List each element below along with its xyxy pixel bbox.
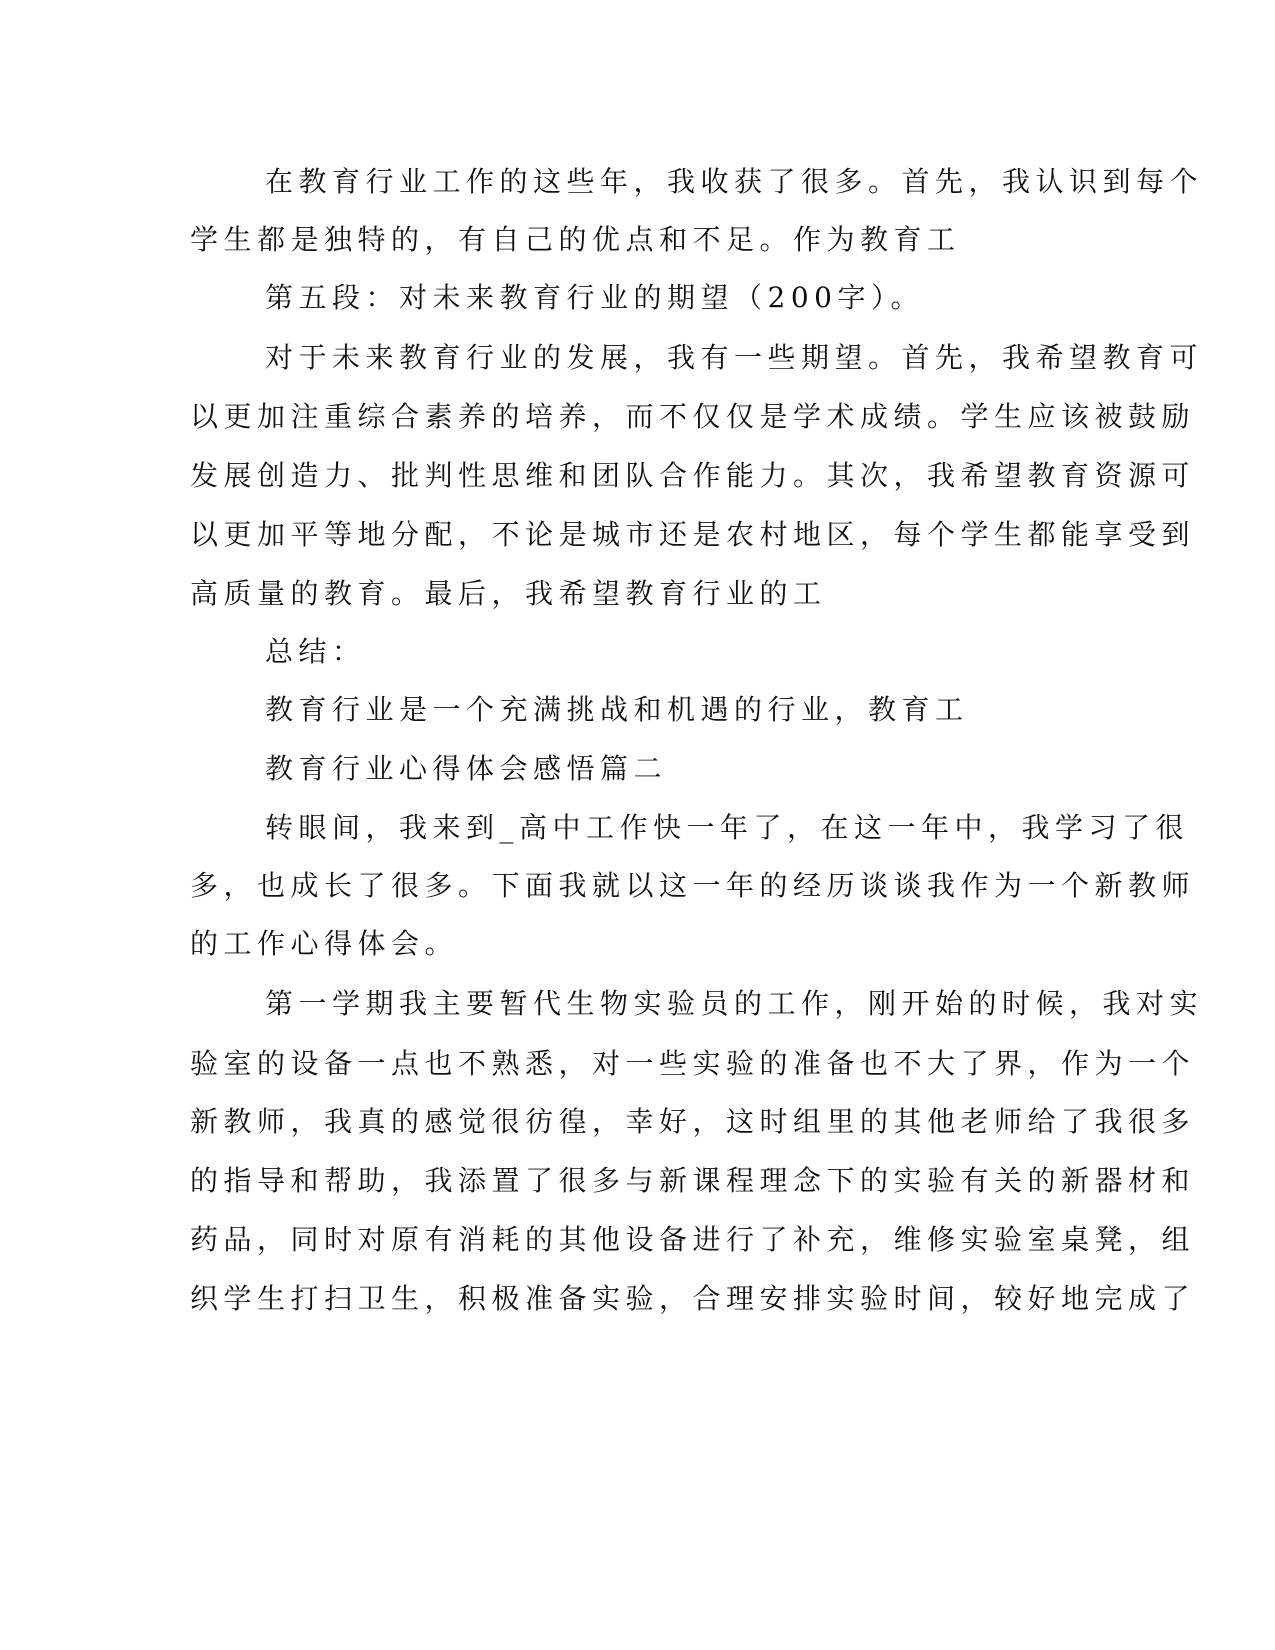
paragraph-line: 的指导和帮助，我添置了很多与新课程理念下的实验有关的新器材和 [190, 1164, 1196, 1197]
paragraph-line: 发展创造力、批判性思维和团队合作能力。其次，我希望教育资源可 [190, 459, 1196, 492]
summary-text: 教育行业是一个充满挑战和机遇的行业，教育工 [265, 693, 969, 726]
paragraph-line: 多，也成长了很多。下面我就以这一年的经历谈谈我作为一个新教师 [190, 869, 1196, 902]
paragraph-line: 药品，同时对原有消耗的其他设备进行了补充，维修实验室桌凳，组 [190, 1223, 1196, 1256]
paragraph-line: 验室的设备一点也不熟悉，对一些实验的准备也不大了界，作为一个 [190, 1047, 1196, 1080]
paragraph-line: 学生都是独特的，有自己的优点和不足。作为教育工 [190, 223, 961, 256]
paragraph-line: 织学生打扫卫生，积极准备实验，合理安排实验时间，较好地完成了 [190, 1282, 1196, 1315]
summary-label: 总结： [265, 635, 366, 668]
paragraph-line: 高质量的教育。最后，我希望教育行业的工 [190, 577, 827, 610]
paragraph-line: 第一学期我主要暂代生物实验员的工作，刚开始的时候，我对实 [265, 987, 1204, 1020]
paragraph-line: 新教师，我真的感觉很彷徨，幸好，这时组里的其他老师给了我很多 [190, 1105, 1196, 1138]
paragraph-line: 对于未来教育行业的发展，我有一些期望。首先，我希望教育可 [265, 341, 1204, 374]
paragraph-line: 的工作心得体会。 [190, 927, 459, 960]
article-title: 教育行业心得体会感悟篇二 [265, 752, 668, 785]
paragraph-line: 以更加注重综合素养的培养，而不仅仅是学术成绩。学生应该被鼓励 [190, 400, 1196, 433]
paragraph-line: 以更加平等地分配，不论是城市还是农村地区，每个学生都能享受到 [190, 518, 1196, 551]
paragraph-line: 转眼间，我来到_高中工作快一年了，在这一年中，我学习了很 [265, 811, 1190, 844]
section-heading: 第五段：对未来教育行业的期望（200字）。 [265, 281, 924, 314]
paragraph-line: 在教育行业工作的这些年，我收获了很多。首先，我认识到每个 [265, 165, 1204, 198]
